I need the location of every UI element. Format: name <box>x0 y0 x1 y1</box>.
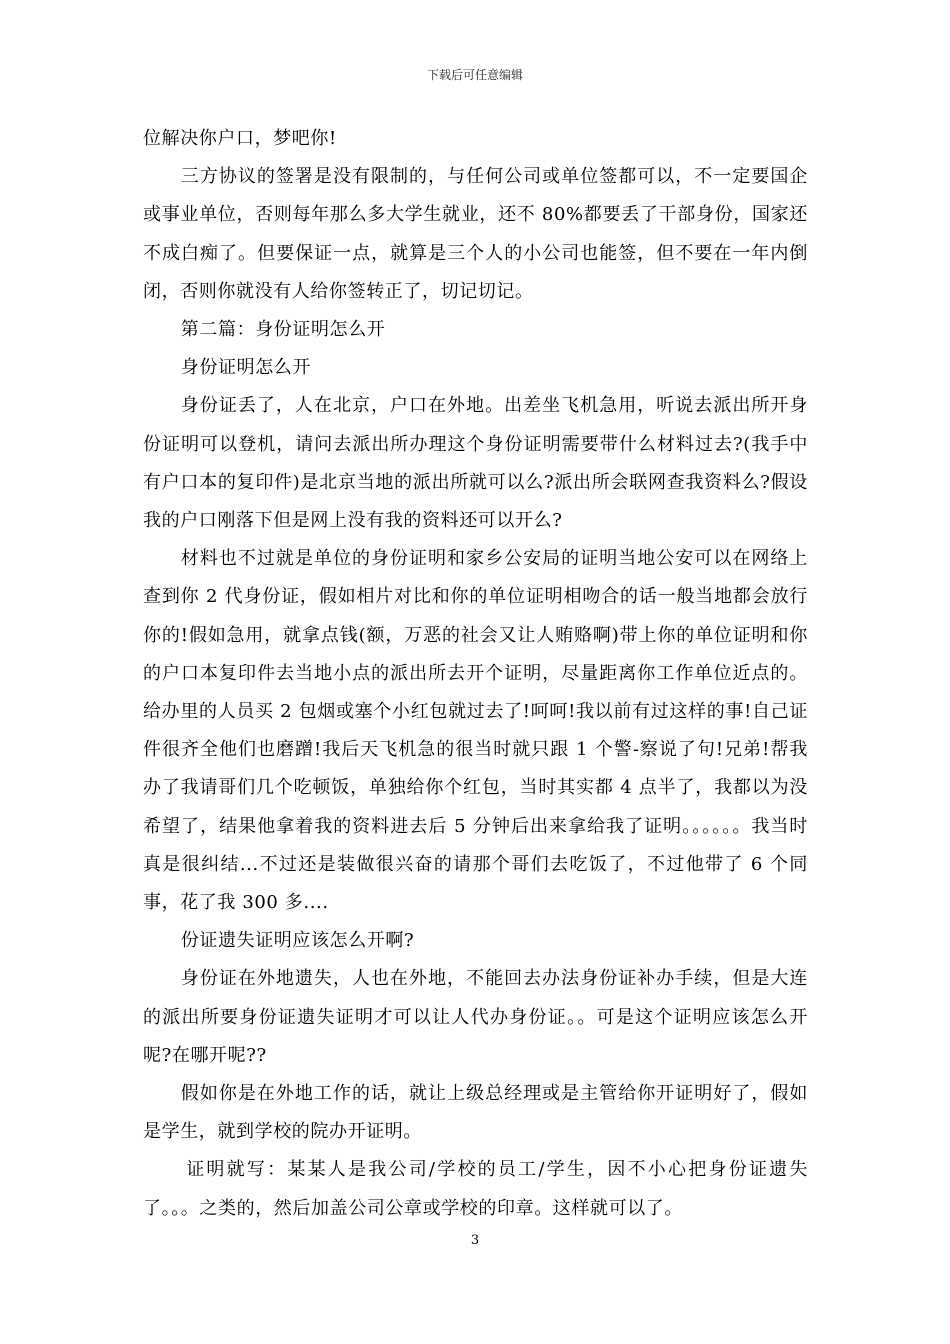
question-heading: 份证遗失证明应该怎么开啊? <box>180 930 415 952</box>
paragraph: 身份证丢了，人在北京，户口在外地。出差坐飞机急用，听说去派出所开身份证明可以登机，请问去派出所办理这个身份证明需要带什么材料过去?(我手中有户口本的复印件)是北京当地的派出所就可以么?派出所会联网查我资料么?假设我的户口刚落下但是网上没有我的资料还可以开么? <box>143 395 808 532</box>
paragraph: 位解决你户口，梦吧你! <box>143 128 337 149</box>
document-body <box>143 120 808 1228</box>
article-title: 身份证明怎么开 <box>180 357 311 379</box>
paragraph: 材料也不过就是单位的身份证明和家乡公安局的证明当地公安可以在网络上查到你 2 代身份证，假如相片对比和你的单位证明相吻合的话一般当地都会放行你的!假如急用，就拿点钱(额，万恶的社会又让人贿赂啊)带上你的单位证明和你的户口本复印件去当地小点的派出所去开个证明，尽量距离你工作单位近点的。给办里的人员买 2 包烟或塞个小红包就过去了!呵呵!我以前有过这样的事!自己证件很齐全他们也磨蹭!我后天飞机急的很当时就只跟 1 个警-察说了句!兄弟!帮我办了我请哥们几个吃顿饭，单独给你个红包，当时其实都 4 点半了，我都以为没希望了，结果他拿着我的资料进去后 5 分钟后出来拿给我了证明。。。。。。我当时真是很纠结...不过还是装做很兴奋的请那个哥们去吃饭了，不过他带了 6 个同事，花了我 300 多.... <box>143 548 808 914</box>
paragraph: 三方协议的签署是没有限制的，与任何公司或单位签都可以，不一定要国企或事业单位，否则每年那么多大学生就业，还不 80%都要丢了干部身份，国家还不成白痴了。但要保证一点，就算是三个人的小公司也能签，但不要在一年内倒闭，否则你就没有人给你签转正了，切记切记。 <box>143 166 808 302</box>
page-number: 3 <box>470 1233 480 1248</box>
paragraph: 假如你是在外地工作的话，就让上级总经理或是主管给你开证明好了，假如是学生，就到学校的院办开证明。 <box>143 1083 808 1143</box>
paragraph: 证明就写：某某人是我公司/学校的员工/学生，因不小心把身份证遗失了。。。之类的，然后加盖公司公章或学校的印章。这样就可以了。 <box>143 1159 808 1219</box>
page-header: 下载后可任意编辑 <box>426 68 523 82</box>
paragraph: 身份证在外地遗失，人也在外地，不能回去办法身份证补办手续，但是大连的派出所要身份证遗失证明才可以让人代办身份证。。可是这个证明应该怎么开呢?在哪开呢?? <box>143 968 808 1066</box>
section-heading: 第二篇：身份证明怎么开 <box>180 319 386 341</box>
